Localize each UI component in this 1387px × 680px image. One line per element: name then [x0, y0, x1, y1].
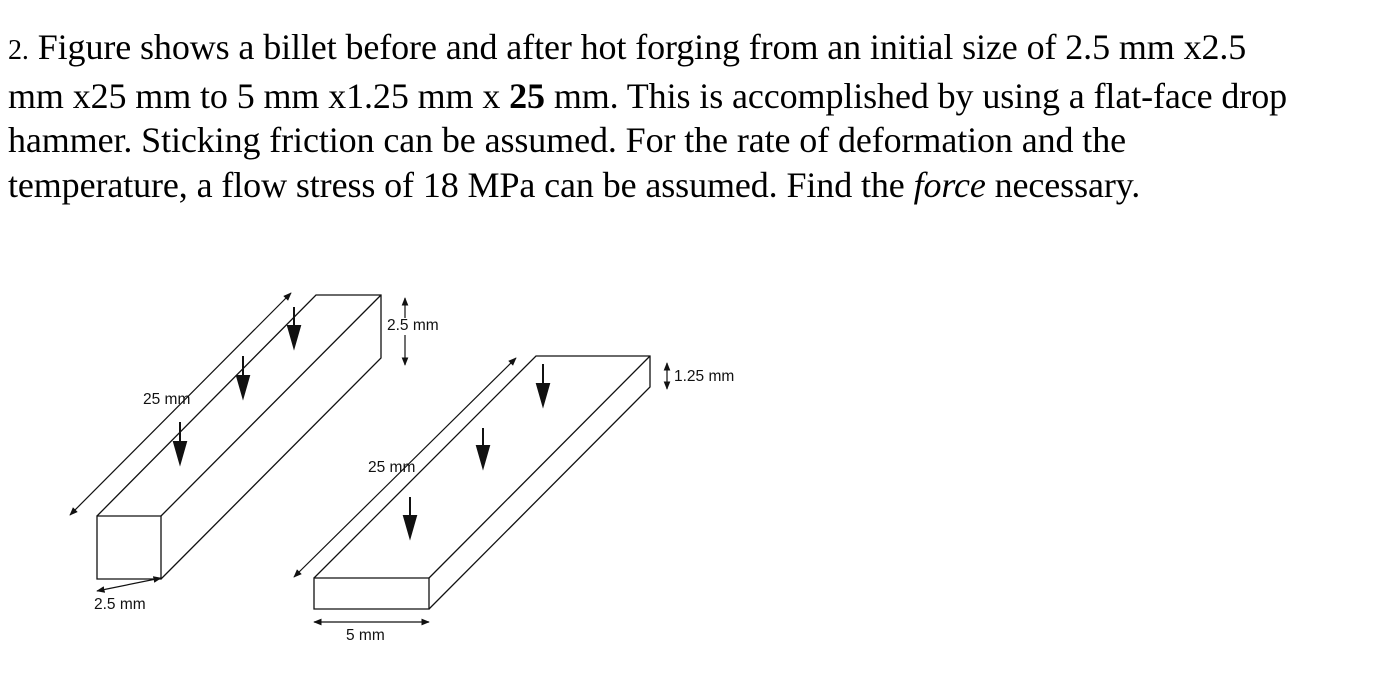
line-4-text-b: necessary.: [985, 164, 1141, 205]
line-3-text: hammer. Sticking friction can be assumed. For the rate of deformation and the: [8, 120, 1126, 160]
bold-length-value: 25: [509, 75, 545, 116]
line-1-text: Figure shows a billet before and after hot forging from an initial size of 2.5 mm x2.5: [37, 27, 1247, 67]
billet-after-front-face: [314, 578, 429, 609]
billet-before-front-face: [97, 516, 161, 579]
after-width-label: 5 mm: [346, 627, 385, 644]
billet-after: [314, 356, 650, 609]
before-height-label: 2.5 mm: [387, 317, 439, 334]
italic-force-word: force: [913, 164, 986, 205]
after-height-label: 1.25 mm: [674, 368, 735, 385]
before-length-label: 25 mm: [143, 391, 191, 408]
before-width-label: 2.5 mm: [94, 596, 146, 613]
billet-before: [97, 295, 381, 579]
problem-number: 2.: [8, 35, 29, 66]
line-4-text-a: temperature, a flow stress of 18 MPa can be assumed. Find the: [8, 164, 914, 205]
after-length-label: 25 mm: [368, 459, 416, 476]
line-2-text-b: mm. This is accomplished by using a flat-face drop: [544, 75, 1287, 116]
before-width-dimension: [97, 578, 161, 591]
line-2-text-a: mm x25 mm to 5 mm x1.25 mm x: [8, 75, 510, 116]
